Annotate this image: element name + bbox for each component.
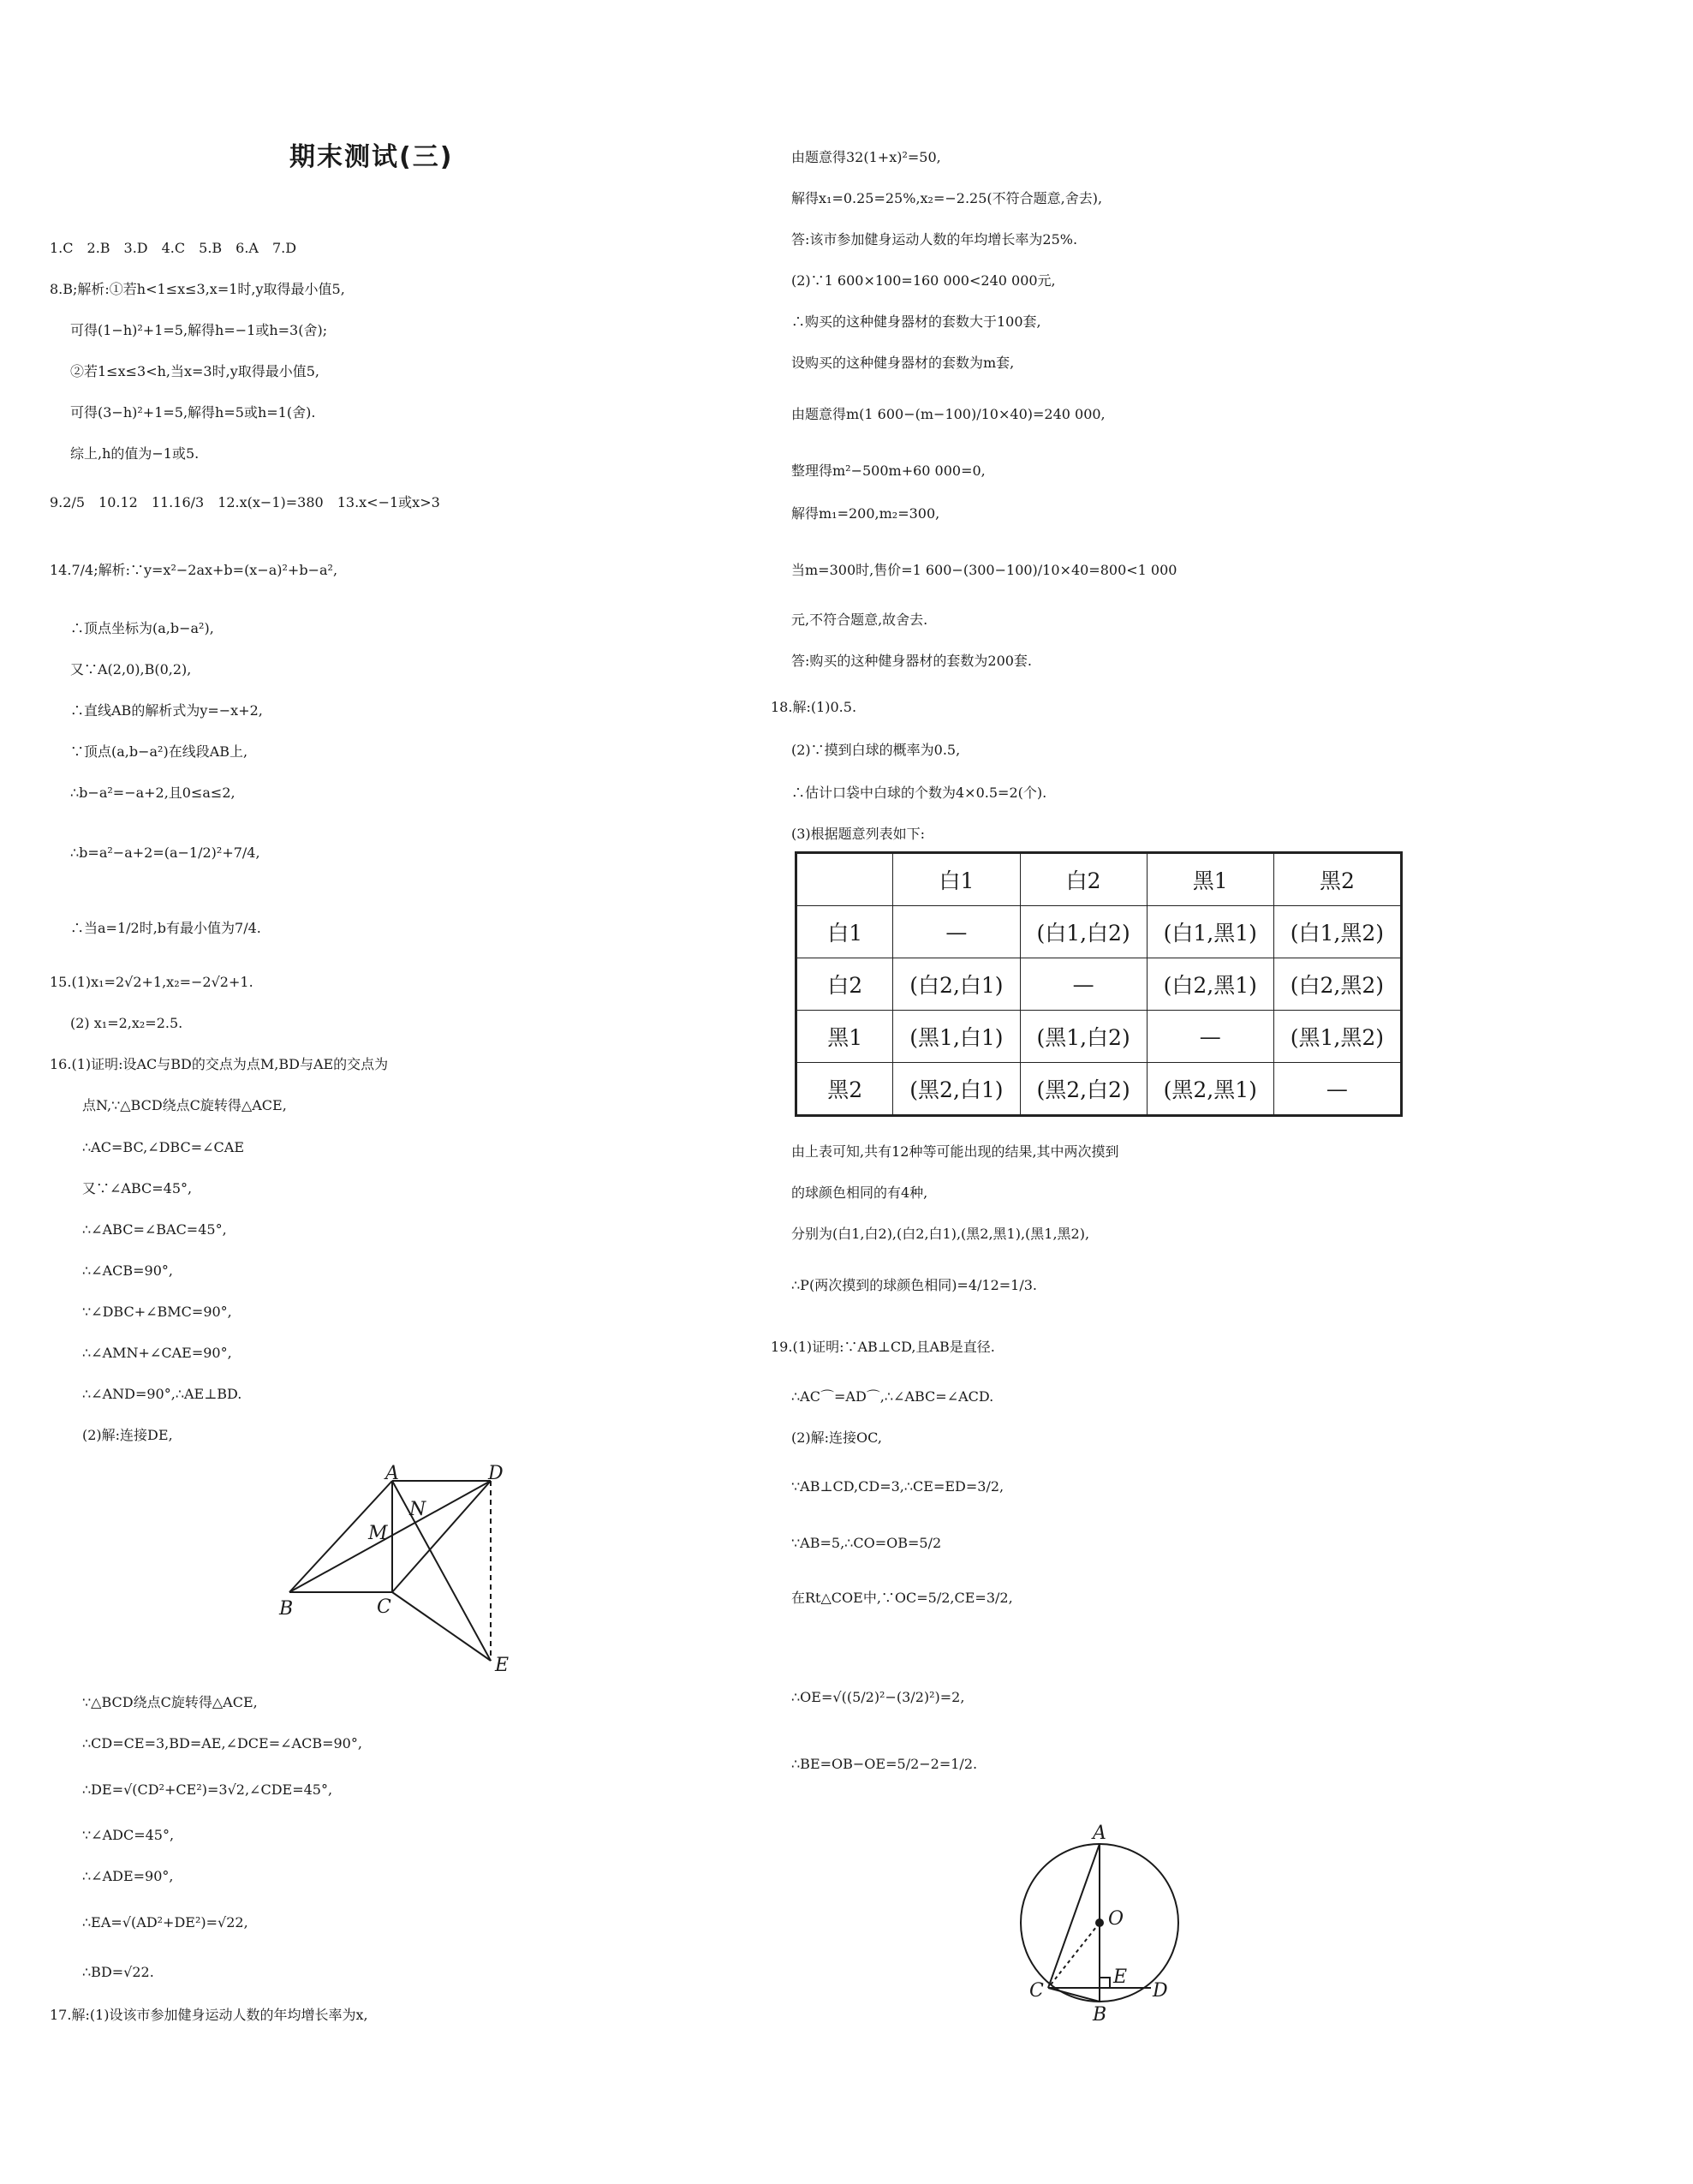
- table-cell: 黑2: [796, 1063, 893, 1116]
- left-line: ∴当a=1/2时,b有最小值为7/4.: [70, 920, 261, 936]
- table-cell: 白1: [893, 853, 1020, 906]
- table-cell: (白1,黑1): [1147, 906, 1273, 958]
- left-line: 又∵A(2,0),B(0,2),: [70, 661, 192, 677]
- left-line: ∴b−a²=−a+2,且0≤a≤2,: [70, 785, 235, 801]
- left-line: ∴AC=BC,∠DBC=∠CAE: [82, 1139, 245, 1155]
- label-C: C: [1029, 1980, 1044, 2002]
- table-cell: —: [1273, 1063, 1401, 1116]
- right-line: ∵AB⊥CD,CD=3,∴CE=ED=3/2,: [791, 1478, 1004, 1495]
- table-cell: (黑2,白2): [1020, 1063, 1147, 1116]
- left-line: (2) x₁=2,x₂=2.5.: [70, 1015, 183, 1031]
- left-line: 9.2/5 10.12 11.16/3 12.x(x−1)=380 13.x<−1或x>3: [50, 494, 440, 510]
- table-cell: —: [893, 906, 1020, 958]
- table-cell: (黑1,白2): [1020, 1011, 1147, 1063]
- table-cell: (白2,黑2): [1273, 958, 1401, 1011]
- left-line: ∴∠ACB=90°,: [82, 1262, 173, 1279]
- label-C: C: [377, 1596, 391, 1618]
- left-line: ∴顶点坐标为(a,b−a²),: [70, 620, 214, 636]
- table-row: [796, 1063, 1402, 1116]
- label-B: B: [1093, 2004, 1107, 2026]
- right-line: 由题意得32(1+x)²=50,: [791, 149, 941, 165]
- left-line: ∴∠ADE=90°,: [82, 1868, 174, 1884]
- left-line: ∴BD=√22.: [82, 1964, 154, 1980]
- left-line: 17.解:(1)设该市参加健身运动人数的年均增长率为x,: [50, 2007, 368, 2023]
- table-cell: (白1,白2): [1020, 906, 1147, 958]
- right-line: 解得m₁=200,m₂=300,: [791, 505, 940, 522]
- left-line: ∴b=a²−a+2=(a−1/2)²+7/4,: [70, 844, 260, 861]
- right-line: 19.(1)证明:∵AB⊥CD,且AB是直径.: [771, 1339, 995, 1355]
- right-line: 当m=300时,售价=1 600−(300−100)/10×40=800<1 000: [791, 562, 1177, 578]
- chord-CB: [1048, 1988, 1100, 2002]
- left-line: 16.(1)证明:设AC与BD的交点为点M,BD与AE的交点为: [50, 1056, 389, 1072]
- left-line: ∵∠ADC=45°,: [82, 1827, 175, 1843]
- label-A: A: [1093, 1823, 1106, 1844]
- right-line: 由题意得m(1 600−(m−100)/10×40)=240 000,: [791, 406, 1106, 422]
- left-line: 可得(3−h)²+1=5,解得h=5或h=1(舍).: [70, 404, 316, 421]
- table-row: [796, 906, 1402, 958]
- table-cell: (黑2,黑1): [1147, 1063, 1273, 1116]
- left-line: ∴∠ABC=∠BAC=45°,: [82, 1221, 227, 1238]
- figure-circle-diagram: [1019, 1820, 1207, 2026]
- right-line: 分别为(白1,白2),(白2,白1),(黑2,黑1),(黑1,黑2),: [791, 1226, 1090, 1242]
- right-line: (2)∵摸到白球的概率为0.5,: [791, 742, 961, 758]
- right-line: ∴P(两次摸到的球颜色相同)=4/12=1/3.: [791, 1277, 1038, 1293]
- label-O: O: [1108, 1908, 1124, 1930]
- figure-rotation-diagram: [274, 1463, 531, 1676]
- left-line: 综上,h的值为−1或5.: [70, 445, 200, 462]
- page-title: 期末测试(三): [289, 142, 454, 172]
- segment-CD: [392, 1481, 491, 1592]
- label-D: D: [1153, 1980, 1168, 2002]
- left-line: 8.B;解析:①若h<1≤x≤3,x=1时,y取得最小值5,: [50, 281, 345, 297]
- segment-OC-dashed: [1048, 1923, 1100, 1988]
- right-line: ∴购买的这种健身器材的套数大于100套,: [791, 313, 1041, 330]
- left-line: ∴直线AB的解析式为y=−x+2,: [70, 702, 263, 719]
- left-line: 可得(1−h)²+1=5,解得h=−1或h=3(舍);: [70, 322, 328, 338]
- table-cell: (黑1,白1): [893, 1011, 1020, 1063]
- right-line: 整理得m²−500m+60 000=0,: [791, 462, 986, 479]
- left-line: ∴DE=√(CD²+CE²)=3√2,∠CDE=45°,: [82, 1781, 333, 1798]
- table-cell: 黑2: [1273, 853, 1401, 906]
- right-line: ∴OE=√((5/2)²−(3/2)²)=2,: [791, 1689, 965, 1705]
- label-D: D: [488, 1463, 504, 1484]
- left-line: ∵∠DBC+∠BMC=90°,: [82, 1304, 232, 1320]
- table-cell: —: [1020, 958, 1147, 1011]
- table-cell: 白2: [796, 958, 893, 1011]
- right-line: 的球颜色相同的有4种,: [791, 1184, 928, 1201]
- center-point-O: [1095, 1918, 1104, 1927]
- right-line: ∴估计口袋中白球的个数为4×0.5=2(个).: [791, 785, 1047, 801]
- right-line: ∵AB=5,∴CO=OB=5/2: [791, 1535, 942, 1551]
- right-line: ∴BE=OB−OE=5/2−2=1/2.: [791, 1756, 978, 1772]
- left-line: ∴∠AMN+∠CAE=90°,: [82, 1345, 232, 1361]
- table-cell: 白1: [796, 906, 893, 958]
- left-line: 点N,∵△BCD绕点C旋转得△ACE,: [82, 1097, 287, 1113]
- left-line: ∴CD=CE=3,BD=AE,∠DCE=∠ACB=90°,: [82, 1735, 362, 1751]
- label-A: A: [385, 1463, 399, 1484]
- left-line: 1.C 2.B 3.D 4.C 5.B 6.A 7.D: [50, 240, 297, 256]
- right-line: 18.解:(1)0.5.: [771, 699, 857, 715]
- right-line: 设购买的这种健身器材的套数为m套,: [791, 355, 1015, 371]
- right-line: 答:该市参加健身运动人数的年均增长率为25%.: [791, 231, 1078, 248]
- label-B: B: [279, 1598, 294, 1620]
- left-line: ∵顶点(a,b−a²)在线段AB上,: [70, 743, 248, 760]
- table-cell: (白2,白1): [893, 958, 1020, 1011]
- probability-table: [795, 851, 1403, 1117]
- right-line: (3)根据题意列表如下:: [791, 826, 926, 842]
- label-M: M: [368, 1523, 388, 1544]
- right-angle-mark: [1100, 1978, 1110, 1988]
- right-line: 答:购买的这种健身器材的套数为200套.: [791, 653, 1033, 669]
- table-row: [796, 1011, 1402, 1063]
- label-E: E: [495, 1655, 510, 1676]
- table-cell: [796, 853, 893, 906]
- left-line: 又∵∠ABC=45°,: [82, 1180, 193, 1196]
- left-line: 14.7/4;解析:∵y=x²−2ax+b=(x−a)²+b−a²,: [50, 562, 338, 578]
- chord-AC: [1048, 1844, 1100, 1988]
- table-cell: 黑1: [1147, 853, 1273, 906]
- label-N: N: [409, 1499, 426, 1520]
- left-line: ∴∠AND=90°,∴AE⊥BD.: [82, 1386, 242, 1402]
- right-line: 解得x₁=0.25=25%,x₂=−2.25(不符合题意,舍去),: [791, 190, 1103, 206]
- table-cell: (黑1,黑2): [1273, 1011, 1401, 1063]
- table-cell: (黑2,白1): [893, 1063, 1020, 1116]
- table-row: [796, 958, 1402, 1011]
- segment-BD: [289, 1481, 491, 1592]
- table-cell: 白2: [1020, 853, 1147, 906]
- right-line: (2)解:连接OC,: [791, 1429, 882, 1446]
- left-line: ∵△BCD绕点C旋转得△ACE,: [82, 1694, 258, 1710]
- right-line: 元,不符合题意,故舍去.: [791, 612, 928, 628]
- left-line: (2)解:连接DE,: [82, 1427, 173, 1443]
- right-line: ∴AC⌒=AD⌒,∴∠ABC=∠ACD.: [791, 1388, 994, 1405]
- right-line: 在Rt△COE中,∵OC=5/2,CE=3/2,: [791, 1590, 1013, 1606]
- left-line: 15.(1)x₁=2√2+1,x₂=−2√2+1.: [50, 974, 253, 990]
- left-line: ∴EA=√(AD²+DE²)=√22,: [82, 1914, 248, 1930]
- table-cell: (白2,黑1): [1147, 958, 1273, 1011]
- left-line: ②若1≤x≤3<h,当x=3时,y取得最小值5,: [70, 363, 319, 379]
- table-cell: 黑1: [796, 1011, 893, 1063]
- table-cell: (白1,黑2): [1273, 906, 1401, 958]
- right-line: 由上表可知,共有12种等可能出现的结果,其中两次摸到: [791, 1143, 1119, 1160]
- right-line: (2)∵1 600×100=160 000<240 000元,: [791, 272, 1056, 289]
- label-E: E: [1113, 1966, 1128, 1988]
- table-header-row: [796, 853, 1402, 906]
- segment-CE: [392, 1592, 491, 1661]
- table-cell: —: [1147, 1011, 1273, 1063]
